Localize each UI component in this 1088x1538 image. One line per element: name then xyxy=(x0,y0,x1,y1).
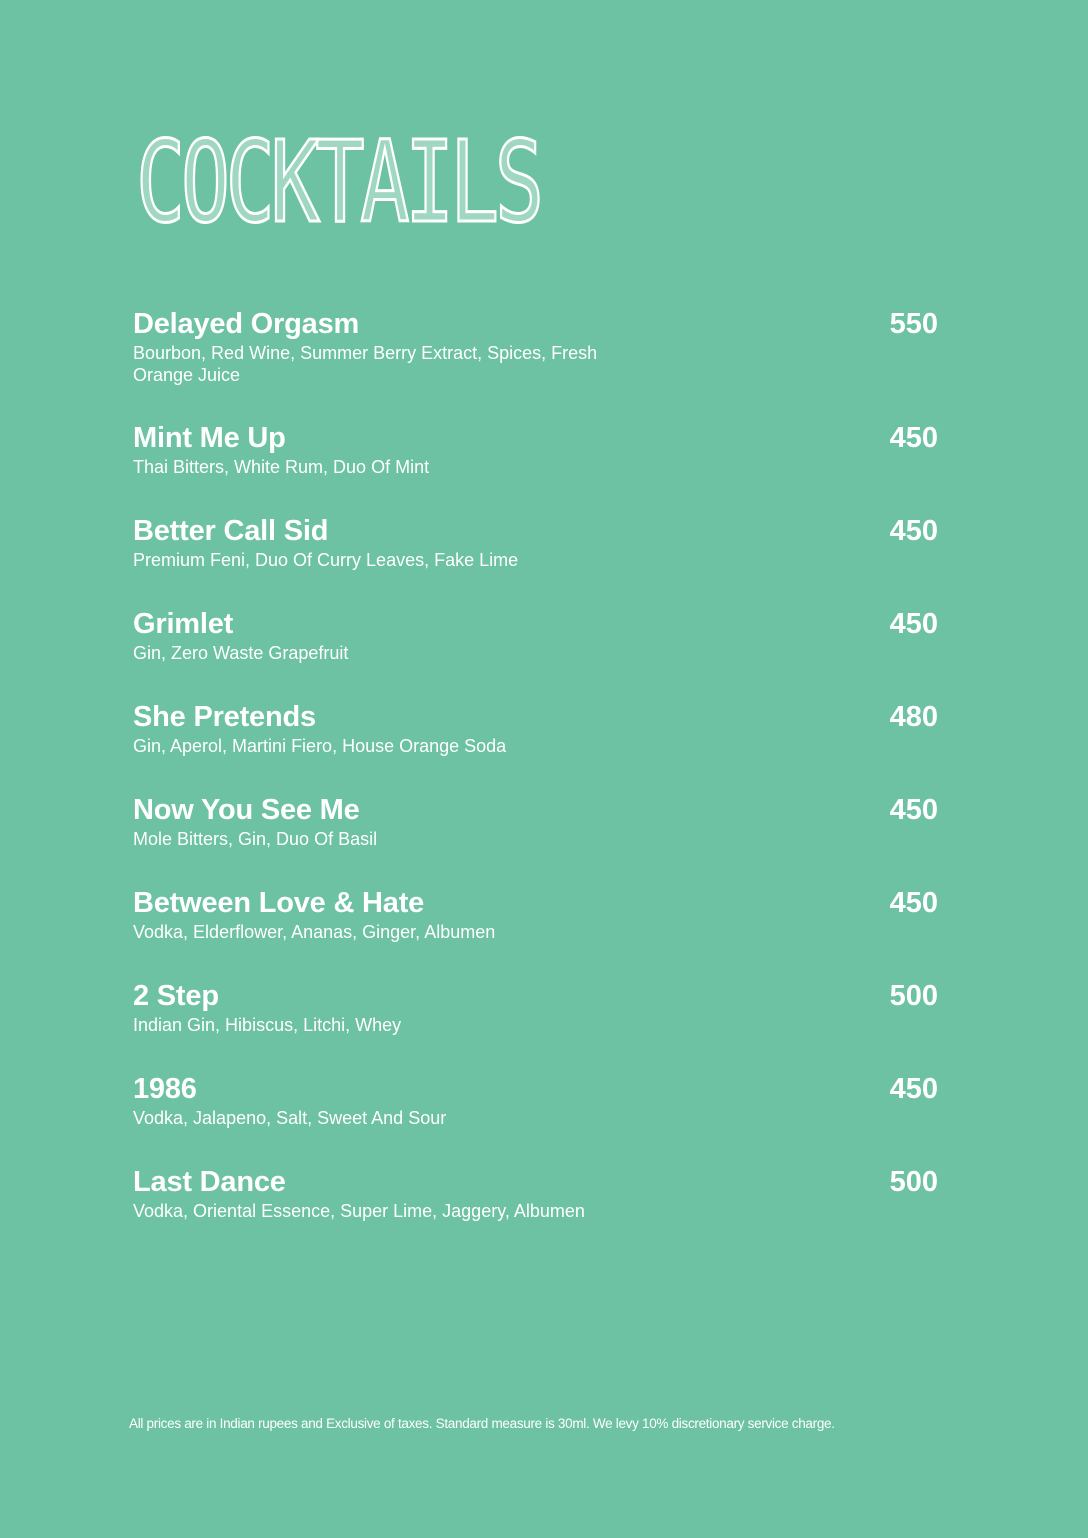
item-price: 450 xyxy=(889,422,938,454)
item-description: Gin, Aperol, Martini Fiero, House Orange Soda xyxy=(133,736,507,756)
menu-item xyxy=(133,885,938,978)
item-price: 500 xyxy=(889,1166,938,1198)
item-price: 450 xyxy=(889,1073,938,1105)
item-name: Delayed Orgasm xyxy=(133,308,360,340)
item-name: Grimlet xyxy=(133,608,234,640)
price-footnote: All prices are in Indian rupees and Exclusive of taxes. Standard measure is 30ml. We levy 10% discretionary service charge. xyxy=(129,1415,835,1431)
item-description: Vodka, Oriental Essence, Super Lime, Jaggery, Albumen xyxy=(133,1201,585,1221)
menu-item xyxy=(133,420,938,513)
item-price: 480 xyxy=(889,701,938,733)
item-name: Between Love & Hate xyxy=(133,887,425,919)
menu-item xyxy=(133,606,938,699)
item-name: Now You See Me xyxy=(133,794,360,826)
menu-item xyxy=(133,513,938,606)
item-description: Bourbon, Red Wine, Summer Berry Extract, Spices, Fresh Orange Juice xyxy=(133,343,598,385)
item-price: 450 xyxy=(889,887,938,919)
item-price: 450 xyxy=(889,515,938,547)
item-description: Mole Bitters, Gin, Duo Of Basil xyxy=(133,829,378,849)
item-name: Mint Me Up xyxy=(133,422,286,454)
item-name: She Pretends xyxy=(133,701,316,733)
item-description: Premium Feni, Duo Of Curry Leaves, Fake Lime xyxy=(133,550,519,570)
item-name: Last Dance xyxy=(133,1166,286,1198)
menu-item xyxy=(133,1164,938,1257)
item-description: Indian Gin, Hibiscus, Litchi, Whey xyxy=(133,1015,402,1035)
menu-item xyxy=(133,792,938,885)
item-description: Thai Bitters, White Rum, Duo Of Mint xyxy=(133,457,430,477)
item-name: Better Call Sid xyxy=(133,515,329,547)
menu-item xyxy=(133,978,938,1071)
menu-title: COCKTAILS xyxy=(136,118,540,248)
item-price: 550 xyxy=(889,308,938,340)
item-price: 500 xyxy=(889,980,938,1012)
item-price: 450 xyxy=(889,794,938,826)
item-name: 1986 xyxy=(133,1073,197,1105)
menu-item xyxy=(133,699,938,792)
item-price: 450 xyxy=(889,608,938,640)
item-description: Vodka, Elderflower, Ananas, Ginger, Albumen xyxy=(133,922,496,942)
item-description: Gin, Zero Waste Grapefruit xyxy=(133,643,349,663)
item-name: 2 Step xyxy=(133,980,219,1012)
cocktail-list xyxy=(133,306,938,1257)
item-description: Vodka, Jalapeno, Salt, Sweet And Sour xyxy=(133,1108,447,1128)
menu-item xyxy=(133,306,938,420)
menu-item xyxy=(133,1071,938,1164)
